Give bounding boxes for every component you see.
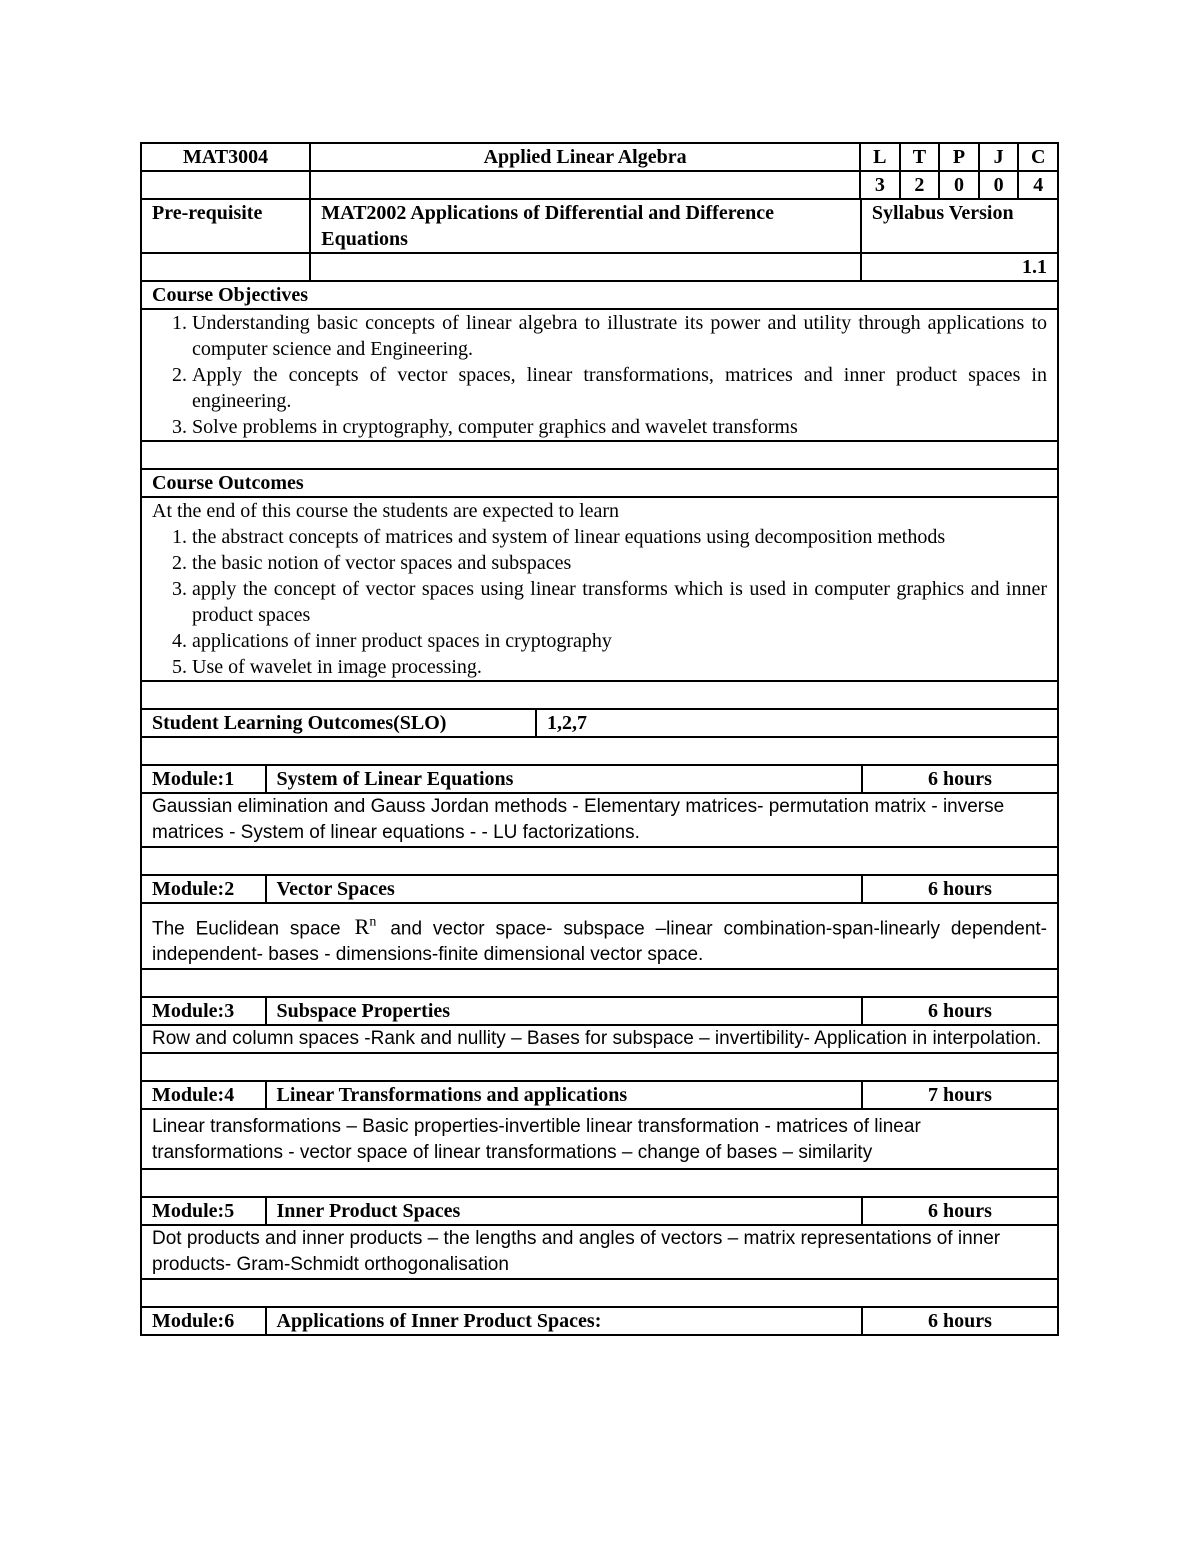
prerequisite-label: Pre-requisite (152, 202, 263, 224)
outcomes-list-row (140, 496, 1059, 680)
objective-item: 2. Apply the concepts of vector spaces, linear transformations, matrices and inner product spaces in engineering. (192, 362, 1047, 414)
course-code: MAT3004 (182, 146, 269, 168)
outcome-item: 4. applications of inner product spaces in cryptography (192, 628, 1047, 654)
objective-item: 1. Understanding basic concepts of linear algebra to illustrate its power and utility through applications to computer science and Engineering. (192, 310, 1047, 362)
objectives-cell (142, 310, 1057, 440)
spacer-row (140, 968, 1059, 996)
module-content (142, 904, 1057, 968)
ltpjc-label-j: J (978, 144, 1018, 170)
ltpjc-label-c: C (1017, 144, 1057, 170)
outcomes-heading: Course Outcomes (152, 472, 304, 494)
module-content-row (140, 1024, 1059, 1052)
module-content: Row and column spaces -Rank and nullity – Bases for subspace – invertibility- Application in interpolation. (152, 1028, 1042, 1050)
module-label: Module:5 (152, 1200, 235, 1223)
prerequisite-value: MAT2002 Applications of Differential and Difference Equations (309, 200, 860, 252)
outcome-item: 3. apply the concept of vector spaces using linear transforms which is used in computer graphics and inner product spaces (192, 576, 1047, 628)
course-title: Applied Linear Algebra (309, 144, 859, 170)
module-label: Module:2 (152, 878, 235, 900)
ltpjc-value-t: 2 (899, 172, 939, 198)
outcomes-cell (142, 498, 1057, 680)
ltpjc-label-l: L (859, 144, 899, 170)
slo-row (140, 708, 1059, 736)
module-content: Gaussian elimination and Gauss Jordan methods - Elementary matrices- permutation matrix - inverse matrices - System of linear equations - - LU factorizations. (152, 796, 1005, 843)
outcome-item: 2. the basic notion of vector spaces and subspaces (192, 550, 1047, 576)
module-hours: 6 hours (861, 998, 1057, 1024)
module-content: Dot products and inner products – the lengths and angles of vectors – matrix representations of inner products- Gram-Schmidt orthogonalisation (152, 1228, 1001, 1276)
syllabus-version-value: 1.1 (860, 254, 1057, 280)
module-hours: 6 hours (861, 876, 1057, 902)
module-hours: 6 hours (861, 766, 1057, 792)
module-hours: 6 hours (861, 1198, 1057, 1224)
module-label: Module:6 (152, 1310, 235, 1333)
spacer-row (140, 440, 1059, 468)
spacer-row (140, 1052, 1059, 1080)
objectives-heading-row (140, 280, 1059, 308)
ltpjc-value-j: 0 (978, 172, 1018, 198)
module-label: Module:4 (152, 1084, 235, 1107)
header-row (140, 142, 1059, 170)
module-header-row (140, 764, 1059, 792)
module-header-row (140, 1196, 1059, 1224)
module-content-row (140, 1224, 1059, 1278)
spacer-row (140, 1278, 1059, 1306)
ltpjc-labels (859, 144, 1057, 170)
module-title: Subspace Properties (265, 998, 861, 1024)
module-title: Inner Product Spaces (265, 1198, 861, 1224)
module-content-part: and vector space- subspace –linear combination-span-linearly dependent-independent- bases - dimensions-finite dimensional vector space. (152, 918, 1047, 966)
module-label: Module:3 (152, 1000, 235, 1023)
module-content-row (140, 1108, 1059, 1168)
module-header-row (140, 1080, 1059, 1108)
ltpjc-value-c: 4 (1017, 172, 1057, 198)
empty-cell (142, 1170, 1057, 1196)
module-header-row (140, 1306, 1059, 1336)
ltpjc-label-t: T (899, 144, 939, 170)
empty-cell (142, 172, 309, 198)
ltpjc-value-l: 3 (859, 172, 899, 198)
empty-cell (142, 1054, 1057, 1080)
module-title: System of Linear Equations (265, 766, 861, 792)
module-title: Applications of Inner Product Spaces: (265, 1308, 861, 1334)
empty-cell (142, 1280, 1057, 1306)
objectives-heading: Course Objectives (152, 284, 309, 306)
math-symbol: R (354, 914, 370, 940)
module-content-part: The Euclidean space (152, 918, 341, 940)
spacer-row (140, 680, 1059, 708)
module-label: Module:1 (152, 768, 235, 790)
syllabus-version-label: Syllabus Version (860, 200, 1057, 252)
objective-item: 3. Solve problems in cryptography, computer graphics and wavelet transforms (192, 414, 1047, 440)
ltpjc-label-p: P (938, 144, 978, 170)
empty-cell (142, 682, 1057, 708)
empty-cell (142, 738, 1057, 764)
outcomes-heading-row (140, 468, 1059, 496)
empty-cell (309, 172, 859, 198)
empty-cell (142, 254, 309, 280)
empty-cell (142, 848, 1057, 874)
empty-cell (142, 442, 1057, 468)
objectives-list (152, 310, 1047, 440)
ltpjc-values (859, 172, 1057, 198)
empty-cell (142, 970, 1057, 996)
prerequisite-row (140, 198, 1059, 252)
outcomes-intro: At the end of this course the students are expected to learn (152, 500, 620, 522)
slo-value: 1,2,7 (535, 710, 1057, 736)
module-hours: 7 hours (861, 1082, 1057, 1108)
credits-row (140, 170, 1059, 198)
module-content-row (140, 902, 1059, 968)
ltpjc-value-p: 0 (938, 172, 978, 198)
slo-label: Student Learning Outcomes(SLO) (152, 712, 447, 734)
spacer-row (140, 1168, 1059, 1196)
module-header-row (140, 996, 1059, 1024)
module-header-row (140, 874, 1059, 902)
spacer-row (140, 846, 1059, 874)
module-content: Linear transformations – Basic properties-invertible linear transformation - matrices of linear transformations - vector space of linear transformations – change of bases – similarity (152, 1116, 921, 1164)
outcome-item: 5. Use of wavelet in image processing. (192, 654, 1047, 680)
module-content-row (140, 792, 1059, 846)
outcome-item: 1. the abstract concepts of matrices and system of linear equations using decomposition methods (192, 524, 1047, 550)
spacer-row (140, 736, 1059, 764)
module-hours: 6 hours (861, 1308, 1057, 1334)
module-title: Vector Spaces (265, 876, 861, 902)
math-superscript: n (369, 915, 377, 930)
syllabus-version-row (140, 252, 1059, 280)
module-title: Linear Transformations and applications (265, 1082, 861, 1108)
outcomes-list (152, 524, 1047, 680)
objectives-list-row (140, 308, 1059, 440)
empty-cell (309, 254, 860, 280)
syllabus-table (140, 142, 1059, 1336)
euclidean-space-symbol (355, 914, 377, 939)
